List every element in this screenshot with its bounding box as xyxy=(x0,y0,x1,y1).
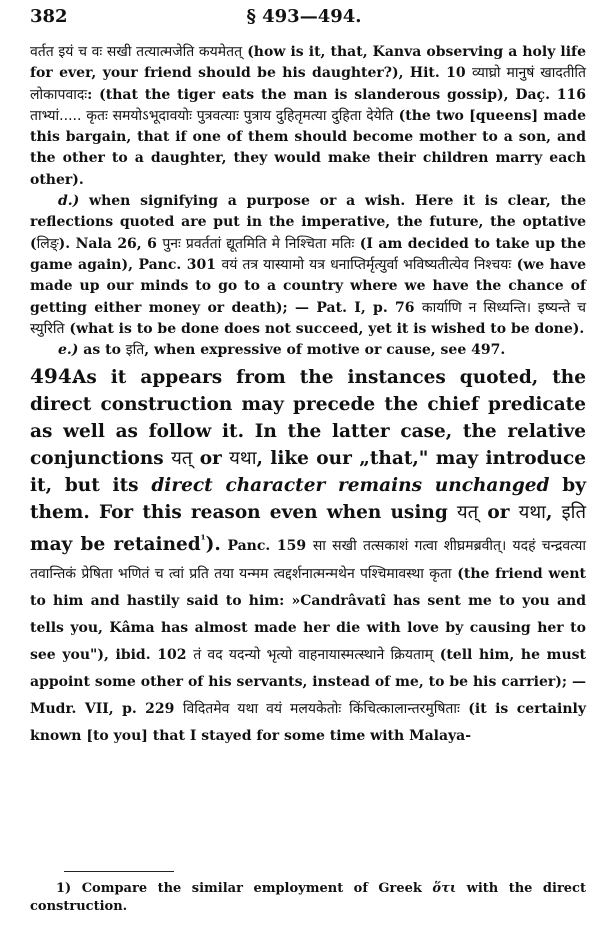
text-span: ). xyxy=(205,534,221,556)
sanskrit-quote: कार्याणि न सिध्यन्ति। इष्यन्ते च स्युरिति xyxy=(30,299,586,337)
footnote-divider xyxy=(64,871,174,872)
footnote-ref: ¹ xyxy=(200,533,206,547)
text-span: (I am decided to take up the game again), Panc. 301 xyxy=(30,235,587,273)
text-span: may be retained xyxy=(30,534,201,556)
sanskrit-quote: वयं तत्र यास्यामो यत्र धनाप्तिर्मृत्युर्वा भविष्यतीत्येव निश्चयः xyxy=(221,256,512,273)
page-number: 382 xyxy=(30,6,68,27)
sanskrit-word: इति xyxy=(125,342,145,359)
text-span: as to xyxy=(78,342,126,359)
text-span: (it is certainly known [to you] that I stayed for some time with Malaya- xyxy=(30,700,587,744)
sanskrit-quote: तं वद यदन्यो भृत्यो वाहनायास्मत्स्थाने क्रियताम् xyxy=(193,646,434,663)
text-span: As it appears from the instances quoted, the direct construction may precede the chief predicate as well as follow it. In the latter case, the relative conjunctions xyxy=(30,367,586,470)
sanskrit-quote: लिङ् xyxy=(36,235,59,252)
footnote-mark: 1) xyxy=(56,881,72,896)
sanskrit-word: यत् xyxy=(456,502,479,524)
text-span: (tell him, he must appoint some other of his servants, instead of me, to be his carrier); — Mudr. VII, p. 229 xyxy=(30,646,587,717)
section-494-lead xyxy=(30,364,586,747)
paragraph-e xyxy=(30,340,586,361)
paragraph-d xyxy=(30,191,586,340)
text-span: ). Nala 26, 6 xyxy=(58,235,163,252)
text-span: (what is to be done does not succeed, yet it is wished to be done). xyxy=(64,320,585,337)
greek-word: ὅτι xyxy=(432,881,457,896)
text-span: (how is it, that, Kanva observing a holy life for ever, your friend should be his daughter?), Hit. 10 xyxy=(30,44,586,82)
text-span: (we have made up our minds to go to a country where we have the chance of getting either money or death); — Pat. I, p. 76 xyxy=(30,256,586,316)
text-span: with the direct construction. xyxy=(30,881,586,914)
text-span: or xyxy=(478,502,519,524)
text-span: (the two [queens] made this bargain, that if one of them should become mother to a son, and the other to a daughter, they would make their children marry each other). xyxy=(30,107,586,188)
text-span: , like our „that," may introduce it, but its xyxy=(30,448,587,497)
sanskrit-quote: विदितमेव यथा वयं मलयकेतोः किंचित्कालान्तरमुषिताः xyxy=(182,700,460,717)
sanskrit-word: यत् xyxy=(171,448,193,470)
sanskrit-word: इति xyxy=(561,502,586,524)
text-span: (the friend went to him and hastily said to him: »Candrâvatî has sent me to you and tells you, Kâma has almost made her die with love by causing her to see you"), ibid. 102 xyxy=(30,565,586,663)
text-span: Compare the similar employment of Greek xyxy=(71,881,433,896)
footnote-text xyxy=(30,880,586,916)
sanskrit-quote: ताभ्यां..... कृतः समयोऽभूदावयोः पुत्रवत्याः पुत्राय दुहितृमत्या दुहिता देयेति xyxy=(30,107,394,124)
italic-phrase: direct character remains unchanged xyxy=(151,475,550,497)
text-span: or xyxy=(192,448,230,470)
section-494 xyxy=(30,364,587,747)
text-span: when signifying a purpose or a wish. Here it is clear, the reflections quoted are put in the imperative, the future, the optative ( xyxy=(30,193,586,252)
main-text xyxy=(30,42,586,748)
sanskrit-quote: व्याघ्रो मानुषं खादतीति लोकापवादः xyxy=(30,65,586,103)
text-span: by them. For this reason even when using xyxy=(30,475,586,524)
running-header xyxy=(30,6,578,28)
text-span: : (that the tiger eats the man is slanderous gossip), Daç. 116 xyxy=(87,86,586,103)
item-label: d.) xyxy=(58,193,80,210)
text-span: , when expressive of motive or cause, see 497. xyxy=(144,342,506,359)
section-number: 494. xyxy=(30,364,79,389)
sanskrit-quote: पुनः प्रवर्ततां द्यूतमिति मे निश्चिता मतिः xyxy=(162,235,355,252)
sanskrit-word: यथा xyxy=(229,448,257,470)
sanskrit-word: यथा xyxy=(518,502,546,524)
text-span: , xyxy=(545,502,562,524)
text-span: Panc. 159 xyxy=(220,538,313,555)
footnote xyxy=(30,880,586,916)
section-heading: § 493—494. xyxy=(246,6,362,27)
item-label: e.) xyxy=(58,342,79,359)
sanskrit-quote: वर्तत इयं च वः सखी तत्यात्मजेति कयमेतत् xyxy=(30,44,243,60)
sanskrit-quote: सा सखी तत्सकाशं गत्वा शीघ्रमब्रवीत्। यदहं चन्द्रवत्या तवान्तिकं प्रेषिता भणितं च त्वां प्रति तया यन्मम त्वद्दर्शनात्मन्मथेन पश्चिमावस्था कृता xyxy=(30,538,586,582)
paragraph-continued xyxy=(30,42,586,191)
